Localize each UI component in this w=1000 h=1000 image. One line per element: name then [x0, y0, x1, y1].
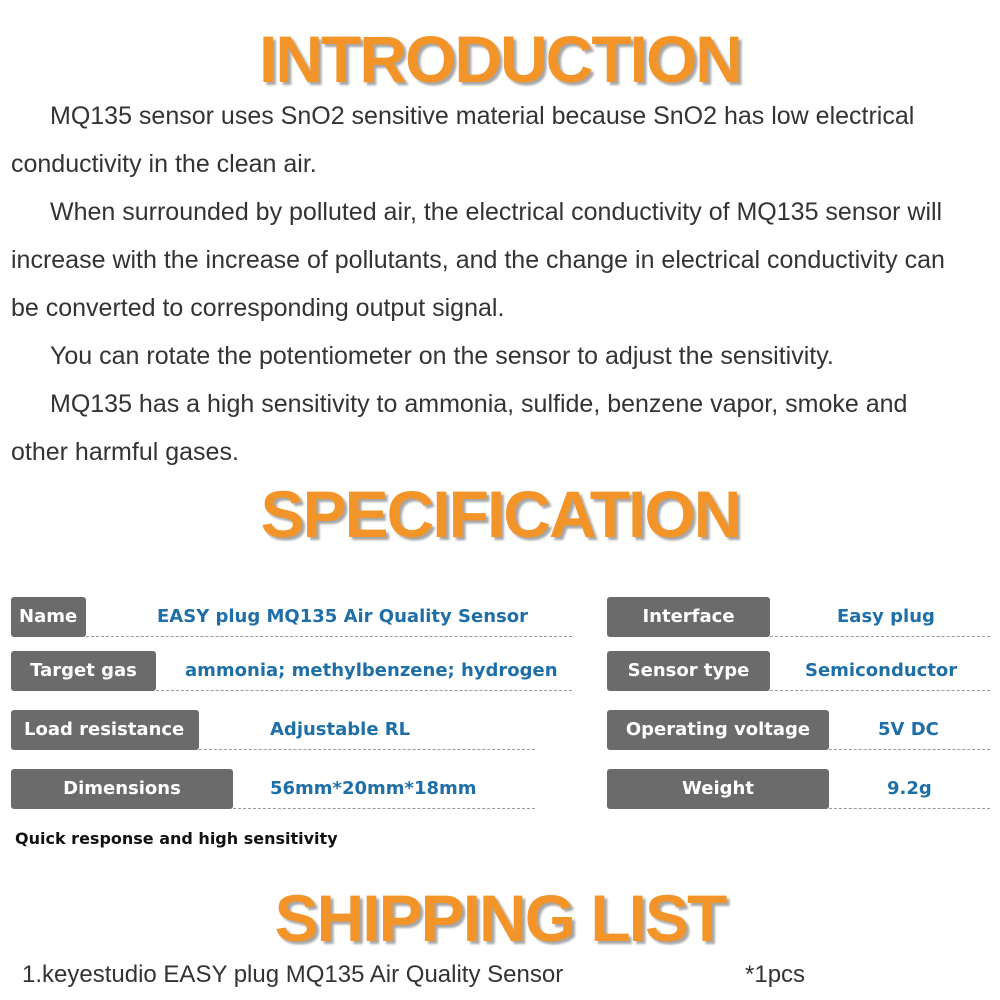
spec-label-target-gas: Target gas [11, 651, 156, 691]
spec-underline [770, 636, 990, 637]
spec-label-weight: Weight [607, 769, 829, 809]
intro-line-6: You can rotate the potentiometer on the sensor to adjust the sensitivity. [50, 342, 834, 370]
intro-line-3: When surrounded by polluted air, the electrical conductivity of MQ135 sensor will [50, 198, 943, 226]
spec-underline [829, 749, 990, 750]
shipping-heading: SHIPPING LIST [274, 881, 726, 955]
spec-underline [770, 690, 990, 691]
spec-underline [156, 690, 572, 691]
shipping-qty: *1pcs [745, 961, 806, 988]
spec-label-sensor-type: Sensor type [607, 651, 770, 691]
spec-value-load-resistance: Adjustable RL [270, 719, 411, 740]
spec-label-dimensions: Dimensions [11, 769, 233, 809]
spec-underline [86, 636, 572, 637]
intro-line-5: be converted to corresponding output signal. [11, 294, 505, 322]
intro-line-4: increase with the increase of pollutants, and the change in electrical conductivity can [11, 246, 945, 274]
spec-label-name: Name [11, 597, 86, 637]
spec-label-operating-voltage: Operating voltage [607, 710, 829, 750]
spec-label-interface: Interface [607, 597, 770, 637]
spec-note: Quick response and high sensitivity [15, 829, 338, 848]
spec-value-operating-voltage: 5V DC [878, 719, 939, 740]
spec-underline [199, 749, 535, 750]
spec-label-load-resistance: Load resistance [11, 710, 199, 750]
spec-value-dimensions: 56mm*20mm*18mm [270, 778, 477, 799]
spec-value-sensor-type: Semiconductor [805, 660, 958, 681]
spec-underline [829, 808, 990, 809]
spec-value-name: EASY plug MQ135 Air Quality Sensor [157, 606, 528, 627]
spec-value-target-gas: ammonia; methylbenzene; hydrogen [185, 660, 558, 681]
intro-line-8: other harmful gases. [11, 438, 239, 466]
spec-value-weight: 9.2g [887, 778, 932, 799]
intro-heading: INTRODUCTION [259, 22, 741, 96]
intro-line-1: MQ135 sensor uses SnO2 sensitive material because SnO2 has low electrical [50, 102, 915, 130]
spec-value-interface: Easy plug [837, 606, 935, 627]
spec-underline [233, 808, 535, 809]
shipping-item: 1.keyestudio EASY plug MQ135 Air Quality Sensor [22, 961, 564, 988]
intro-line-2: conductivity in the clean air. [11, 150, 317, 178]
spec-heading: SPECIFICATION [260, 477, 740, 551]
intro-line-7: MQ135 has a high sensitivity to ammonia, sulfide, benzene vapor, smoke and [50, 390, 908, 418]
